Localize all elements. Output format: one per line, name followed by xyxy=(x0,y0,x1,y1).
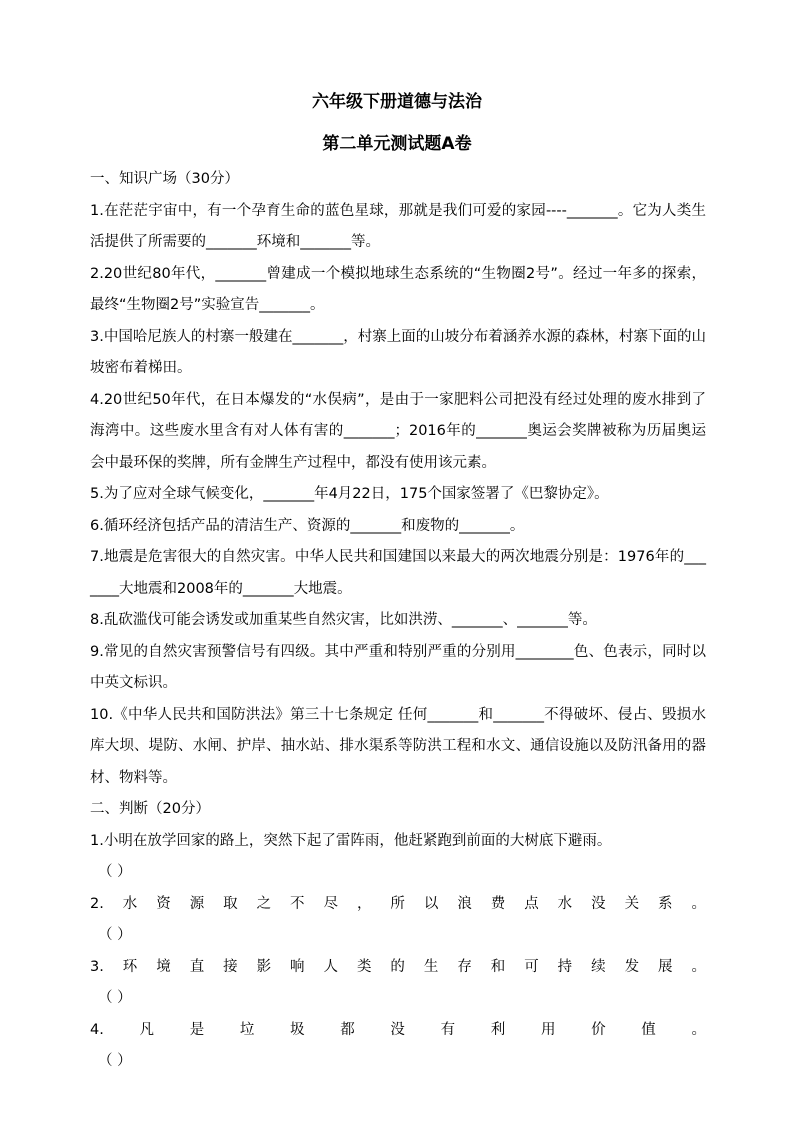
document-body xyxy=(90,164,706,1078)
section-judgement xyxy=(90,794,706,1078)
judgement-item: 1.小明在放学回家的路上，突然下起了雷阵雨，他赶紧跑到前面的大树底下避雨。 xyxy=(90,832,612,849)
answer-parentheses: （ ） xyxy=(98,1053,132,1069)
question-item: 6.循环经济包括产品的清洁生产、资源的_______和废物的_______。 xyxy=(90,517,525,534)
question-item: 9.常见的自然灾害预警信号有四级。其中严重和特别严重的分别用________色、色表示，同时以中英文标识。 xyxy=(90,643,706,691)
answer-parentheses: （ ） xyxy=(98,927,132,943)
question-item: 3.中国哈尼族人的村寨一般建在_______，村寨上面的山坡分布着涵养水源的森林，村寨下面的山坡密布着梯田。 xyxy=(90,328,706,376)
judgement-item: 4.凡是垃圾都没有利用价值。 xyxy=(90,1021,706,1038)
section-knowledge xyxy=(90,164,706,794)
answer-parentheses: （ ） xyxy=(98,864,132,880)
question-item: 10.《中华人民共和国防洪法》第三十七条规定 任何_______和_______不得破坏、侵占、毁损水库大坝、堤防、水闸、护岸、抽水站、排水渠系等防洪工程和水文、通信设施以及防汛备用的器材、物料等。 xyxy=(90,706,706,786)
page-subtitle: 第二单元测试题A卷 xyxy=(322,134,472,154)
question-item: 7.地震是危害很大的自然灾害。中华人民共和国建国以来最大的两次地震分别是：1976年的_______大地震和2008年的_______大地震。 xyxy=(90,549,706,597)
answer-parentheses: （ ） xyxy=(98,990,132,1006)
section-heading: 一、知识广场（30分） xyxy=(90,171,239,187)
section-heading: 二、判断（20分） xyxy=(90,801,210,817)
page-title: 六年级下册道德与法治 xyxy=(312,92,482,112)
judgement-item: 3.环境直接影响人类的生存和可持续发展。 xyxy=(90,958,706,975)
judgement-item: 2.水资源取之不尽，所以浪费点水没关系。 xyxy=(90,895,706,912)
question-item: 8.乱砍滥伐可能会诱发或加重某些自然灾害，比如洪涝、_______、_______等。 xyxy=(90,612,597,628)
question-item: 5.为了应对全球气候变化，_______年4月22日，175个国家签署了《巴黎协定》。 xyxy=(90,486,609,502)
question-item: 2.20世纪80年代，_______曾建成一个模拟地球生态系统的“生物圈2号”。经过一年多的探索，最终“生物圈2号”实验宣告_______。 xyxy=(90,265,706,313)
question-item: 4.20世纪50年代，在日本爆发的“水俣病”，是由于一家肥料公司把没有经过处理的废水排到了海湾中。这些废水里含有对人体有害的_______；2016年的_______奥运会奖牌被称为历届奥运会中最环保的奖牌，所有金牌生产过程中，都没有使用该元素。 xyxy=(90,391,706,471)
question-item: 1.在茫茫宇宙中，有一个孕育生命的蓝色星球，那就是我们可爱的家园----_______。它为人类生活提供了所需要的_______环境和_______等。 xyxy=(90,202,706,250)
